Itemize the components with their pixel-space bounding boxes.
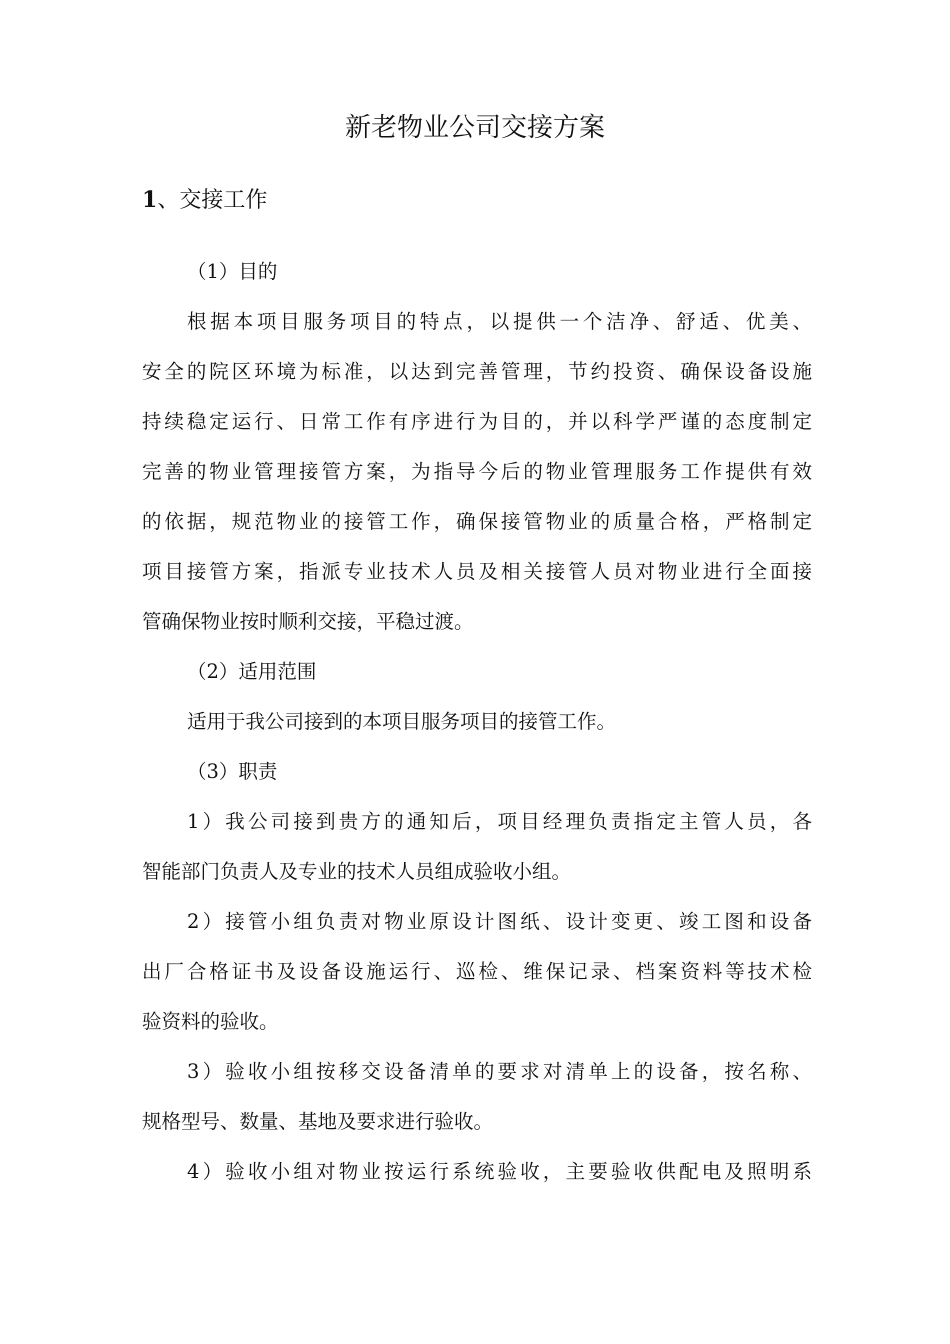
duty-item-3-line: 3）验收小组按移交设备清单的要求对清单上的设备，按名称、	[187, 1060, 812, 1083]
duty-item-2-line: 出厂合格证书及设备设施运行、巡检、维保记录、档案资料等技术检	[142, 960, 812, 983]
subheading-duties: （3）职责	[187, 760, 278, 783]
paragraph-line: 管确保物业按时顺利交接，平稳过渡。	[142, 610, 474, 633]
section-heading-text: 、交接工作	[157, 188, 268, 213]
subheading-scope: （2）适用范围	[187, 660, 317, 683]
duty-item-3-line: 规格型号、数量、基地及要求进行验收。	[142, 1110, 494, 1133]
duty-item-4-line: 4）验收小组对物业按运行系统验收，主要验收供配电及照明系	[187, 1160, 812, 1183]
paragraph-line: 项目接管方案，指派专业技术人员及相关接管人员对物业进行全面接	[142, 560, 812, 583]
duty-item-1-line: 1）我公司接到贵方的通知后，项目经理负责指定主管人员，各	[187, 810, 812, 833]
subheading-purpose: （1）目的	[187, 260, 278, 283]
paragraph-line: 安全的院区环境为标准，以达到完善管理，节约投资、确保设备设施	[142, 360, 812, 383]
duty-item-2-line: 2）接管小组负责对物业原设计图纸、设计变更、竣工图和设备	[187, 910, 812, 933]
duty-item-2-line: 验资料的验收。	[142, 1010, 279, 1033]
duty-item-1-line: 智能部门负责人及专业的技术人员组成验收小组。	[142, 860, 572, 883]
paragraph-line: 持续稳定运行、日常工作有序进行为目的，并以科学严谨的态度制定	[142, 410, 812, 433]
document-title: 新老物业公司交接方案	[344, 113, 605, 143]
section-heading-1	[142, 180, 267, 221]
paragraph-line: 的依据，规范物业的接管工作，确保接管物业的质量合格，严格制定	[142, 510, 812, 533]
scope-paragraph: 适用于我公司接到的本项目服务项目的接管工作。	[187, 710, 617, 733]
section-number: 1	[142, 187, 158, 213]
paragraph-line: 根据本项目服务项目的特点，以提供一个洁净、舒适、优美、	[187, 310, 812, 333]
paragraph-line: 完善的物业管理接管方案，为指导今后的物业管理服务工作提供有效	[142, 460, 812, 483]
